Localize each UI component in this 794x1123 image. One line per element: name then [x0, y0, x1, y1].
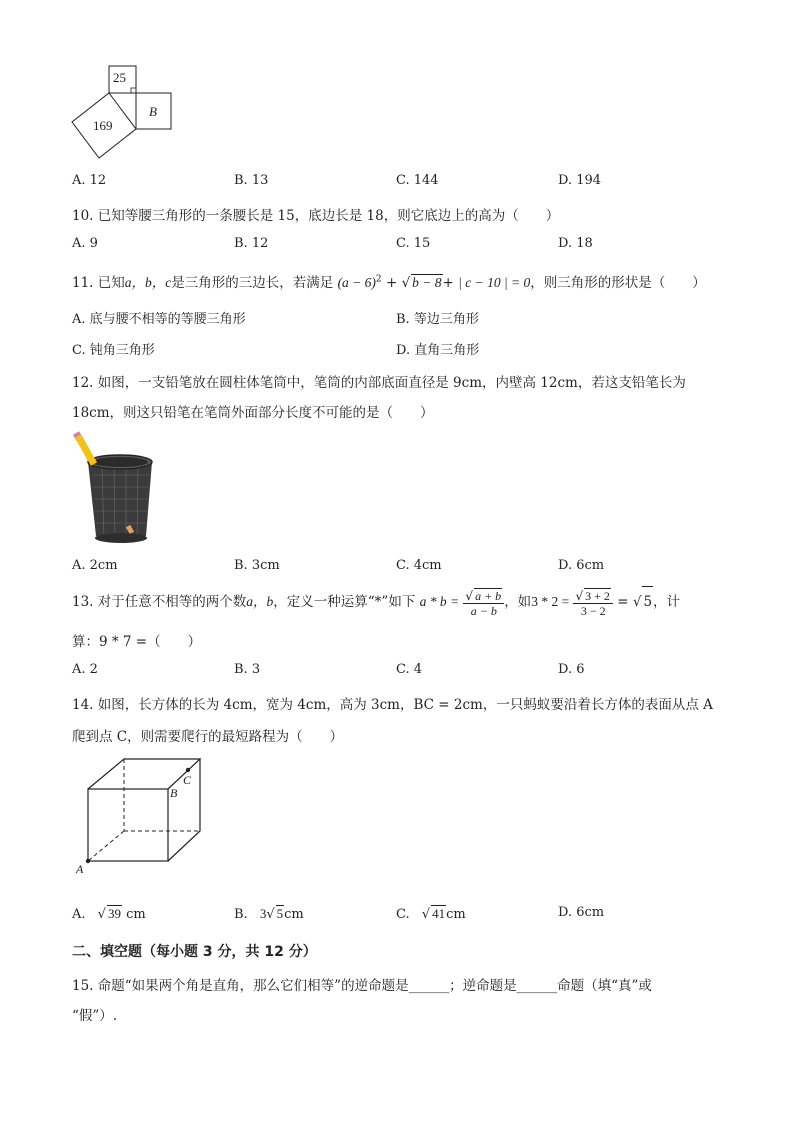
q14-point-c-label: C: [183, 773, 192, 787]
radical-sign: √: [421, 907, 431, 922]
q11-exponent: 2: [375, 274, 382, 285]
q11-option-d[interactable]: D. 直角三角形: [396, 343, 480, 358]
q11-abs-expr: | c − 10 | = 0: [458, 275, 531, 290]
q14-option-c-label: C.: [396, 907, 410, 922]
q13-example-denominator: 3 − 2: [580, 603, 606, 618]
q13-line2: 算：9 * 7 =（ ）: [72, 634, 202, 650]
point-c-dot: [186, 768, 190, 772]
q12-option-b[interactable]: B. 3cm: [234, 558, 280, 573]
q13-prefix: 13. 对于任意不相等的两个数: [72, 594, 247, 610]
q14-option-b-unit: cm: [284, 907, 304, 922]
q14-point-a-label: A: [76, 862, 84, 876]
radical-sign: √: [632, 594, 642, 610]
q13-suffix: ，计: [653, 594, 681, 610]
q14-option-c-unit: cm: [446, 907, 466, 922]
q12-line2: 18cm，则这只铅笔在笔筒外面部分长度不可能的是（ ）: [72, 405, 434, 421]
q11-prefix: 11. 已知: [72, 275, 125, 291]
right-angle-mark: [131, 88, 136, 93]
q12-option-a[interactable]: A. 2cm: [72, 558, 118, 573]
q11-plus2: +: [442, 275, 454, 291]
q14-option-c-radicand: 41: [432, 906, 446, 921]
q10-option-a[interactable]: A. 9: [72, 236, 98, 251]
q9-option-a[interactable]: A. 12: [72, 173, 107, 188]
pencil-cup-body: [88, 462, 152, 541]
section-heading: 二、填空题（每小题 3 分，共 12 分）: [72, 944, 317, 960]
q14-option-d[interactable]: D. 6cm: [558, 905, 605, 920]
q10-option-c[interactable]: C. 15: [396, 236, 431, 251]
pencil-cup-opening: [92, 457, 148, 467]
cuboid-front-face: [88, 789, 168, 861]
q11-suffix: ，则三角形的形状是（ ）: [530, 275, 706, 291]
q14-option-c[interactable]: [396, 905, 466, 922]
radical-sign: √: [465, 588, 474, 603]
q14-option-b[interactable]: [234, 905, 304, 922]
q13-mid: ，定义一种运算“*”如下: [273, 594, 416, 610]
q14-option-b-radicand: 5: [276, 906, 284, 921]
q11-option-a[interactable]: A. 底与腰不相等的等腰三角形: [72, 312, 246, 327]
q15-line2: “假”）.: [72, 1008, 118, 1024]
q13-line1: [72, 586, 680, 618]
q14-point-b-label: B: [170, 786, 178, 800]
radical-sign: √: [97, 907, 106, 922]
q9-option-c[interactable]: C. 144: [396, 173, 439, 188]
pencil-cup-base: [95, 533, 147, 543]
q13-definition-fraction: [463, 588, 504, 618]
q13-example-lhs: 3 * 2 =: [531, 594, 570, 609]
q13-example-prefix: ，如: [504, 594, 532, 610]
q11-sqrt-expr: b − 8: [412, 275, 442, 290]
q9-label-b: B: [149, 104, 157, 119]
q12-line1: 12. 如图，一支铅笔放在圆柱体笔筒中，笔筒的内部底面直径是 9cm，内壁高 12cm，若这支铅笔长为: [72, 375, 686, 391]
q13-vars: a，b: [246, 594, 274, 609]
q13-option-b[interactable]: B. 3: [234, 662, 261, 677]
q14-option-b-label: B.: [234, 907, 248, 922]
q13-example-equals: =: [617, 594, 629, 610]
q11-expr-a: (a − 6): [337, 275, 376, 290]
radical-sign: √: [266, 907, 275, 922]
q14-option-a-radicand: 39: [107, 906, 121, 921]
q11-option-c[interactable]: C. 钝角三角形: [72, 343, 155, 358]
q13-denominator: a − b: [470, 603, 497, 618]
radical-sign: √: [575, 588, 584, 603]
q14-option-a-unit: cm: [121, 907, 146, 922]
q13-example-numerator: 3 + 2: [585, 588, 610, 603]
radical-sign: √: [401, 275, 411, 291]
q9-option-b[interactable]: B. 13: [234, 173, 269, 188]
q12-option-d[interactable]: D. 6cm: [558, 558, 605, 573]
q10-option-b[interactable]: B. 12: [234, 236, 269, 251]
q11-mid: 是三角形的三边长，若满足: [171, 275, 334, 291]
q13-lhs: a * b =: [419, 594, 460, 609]
q9-label-169: 169: [93, 118, 113, 133]
q14-line2: 爬到点 C，则需要爬行的最短路程为（ ）: [72, 729, 344, 745]
q12-option-c[interactable]: C. 4cm: [396, 558, 442, 573]
q13-option-d[interactable]: D. 6: [558, 662, 585, 677]
q13-option-c[interactable]: C. 4: [396, 662, 423, 677]
q9-option-d[interactable]: D. 194: [558, 173, 602, 188]
q13-example-fraction: [573, 588, 612, 618]
q11-text: [72, 271, 706, 291]
pencil-cup-photo: [72, 430, 154, 548]
q13-option-a[interactable]: A. 2: [72, 662, 98, 677]
q15-line1: 15. 命题“如果两个角是直角，那么它们相等”的逆命题是______；逆命题是______命题（填“真”或: [72, 978, 652, 994]
q13-numerator: a + b: [475, 588, 502, 603]
q13-example-result: 5: [642, 586, 653, 617]
q11-vars: a，b，c: [124, 275, 172, 290]
q14-option-a[interactable]: [72, 905, 146, 922]
q14-line1: 14. 如图，长方体的长为 4cm，宽为 4cm，高为 3cm，BC = 2cm，一只蚂蚁要沿着长方体的表面从点 A: [72, 697, 713, 713]
q14-option-b-coefficient: 3: [259, 906, 267, 921]
q9-label-25: 25: [113, 70, 126, 85]
q11-plus1: +: [385, 275, 398, 291]
q10-option-d[interactable]: D. 18: [558, 236, 593, 251]
q11-option-b[interactable]: B. 等边三角形: [396, 312, 479, 327]
q10-text: 10. 已知等腰三角形的一条腰长是 15，底边长是 18，则它底边上的高为（ ）: [72, 208, 560, 224]
pencil-tip: [128, 526, 132, 533]
point-a-dot: [86, 859, 90, 863]
q14-option-a-label: A.: [72, 907, 86, 922]
